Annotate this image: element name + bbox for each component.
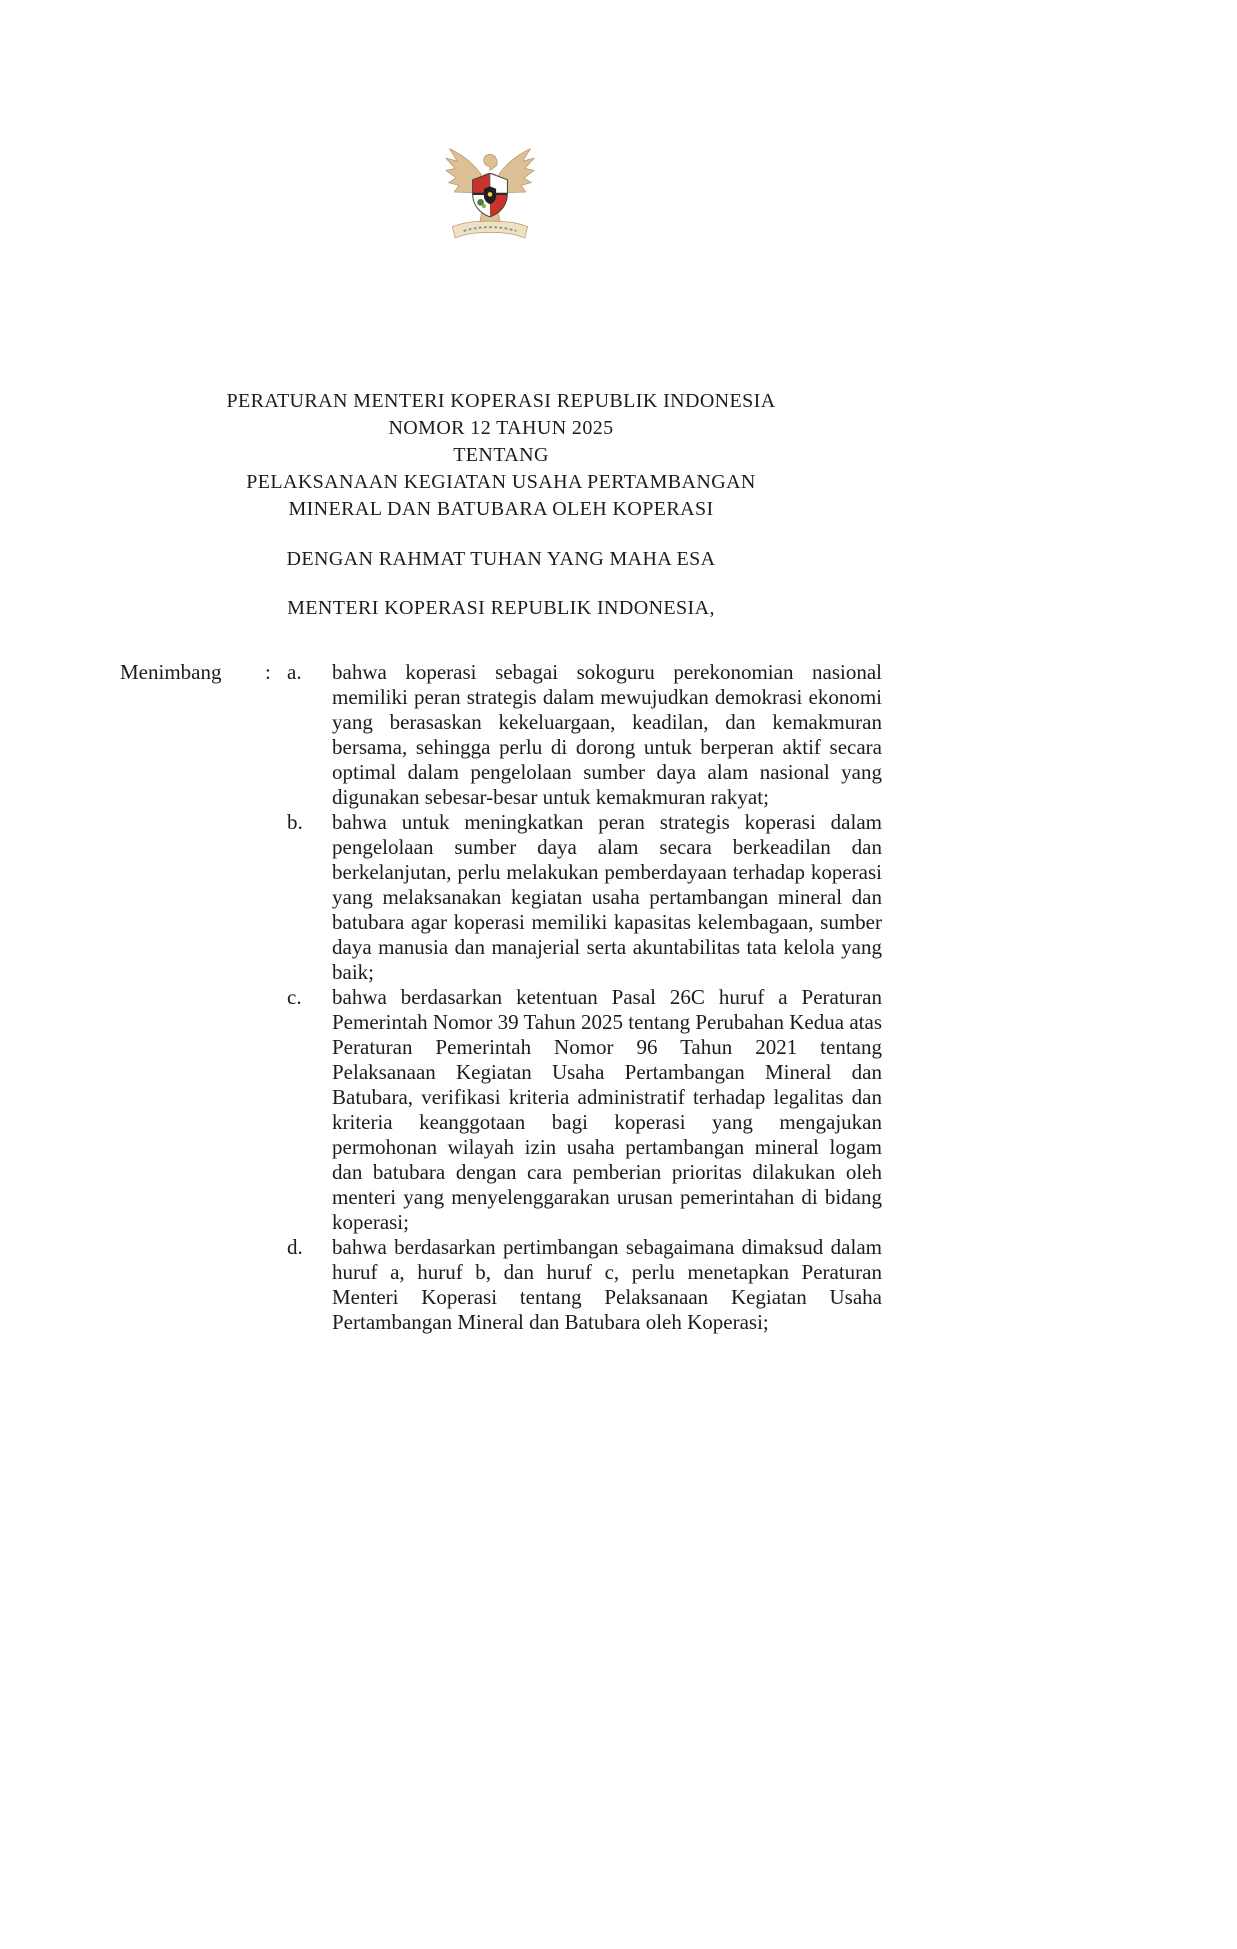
title-line-2: NOMOR 12 TAHUN 2025 xyxy=(388,417,614,439)
title-line-1: PERATURAN MENTERI KOPERASI REPUBLIK INDONESIA xyxy=(226,390,776,412)
considering-item-letter: c. xyxy=(287,985,302,1009)
invocation-line: DENGAN RAHMAT TUHAN YANG MAHA ESA xyxy=(286,548,716,570)
considering-item-letter: a. xyxy=(287,660,302,684)
considering-separator: : xyxy=(265,660,271,684)
considering-item-text: bahwa berdasarkan ketentuan Pasal 26C huruf a Peraturan Pemerintah Nomor 39 Tahun 2025 tentang Perubahan Kedua atas Peraturan Pemerintah Nomor 96 Tahun 2021 tentang Pelaksanaan Kegiatan Usaha Pertambangan Mineral dan Batubara, verifikasi kriteria administratif terhadap legalitas dan kriteria keanggotaan bagi koperasi yang mengajukan permohonan wilayah izin usaha pertambangan mineral logam dan batubara dengan cara pemberian prioritas dilakukan oleh menteri yang menyelenggarakan urusan pemerintahan di bidang koperasi; xyxy=(332,985,882,1234)
considering-item-text: bahwa untuk meningkatkan peran strategis koperasi dalam pengelolaan sumber daya alam secara berkeadilan dan berkelanjutan, perlu melakukan pemberdayaan terhadap koperasi yang melaksanakan kegiatan usaha pertambangan mineral dan batubara agar koperasi memiliki kapasitas kelembagaan, sumber daya manusia dan manajerial serta akuntabilitas tata kelola yang baik; xyxy=(332,810,882,984)
garuda-pancasila-emblem xyxy=(443,138,537,246)
title-line-3: TENTANG xyxy=(453,444,549,466)
authority-line: MENTERI KOPERASI REPUBLIK INDONESIA, xyxy=(287,597,715,619)
title-line-4: PELAKSANAAN KEGIATAN USAHA PERTAMBANGAN xyxy=(246,471,756,493)
considering-section xyxy=(120,660,882,1335)
considering-item-letter: b. xyxy=(287,810,303,834)
document-title xyxy=(120,388,882,523)
title-line-5: MINERAL DAN BATUBARA OLEH KOPERASI xyxy=(288,498,714,520)
considering-item-letter: d. xyxy=(287,1235,303,1259)
considering-label: Menimbang xyxy=(120,660,222,684)
considering-item-text: bahwa koperasi sebagai sokoguru perekonomian nasional memiliki peran strategis dalam mewujudkan demokrasi ekonomi yang berasaskan kekeluargaan, keadilan, dan kemakmuran bersama, sehingga perlu di dorong untuk berperan aktif secara optimal dalam pengelolaan sumber daya alam nasional yang digunakan sebesar-besar untuk kemakmuran rakyat; xyxy=(332,660,882,809)
considering-item xyxy=(120,810,882,985)
considering-item xyxy=(120,660,882,810)
garuda-pancasila-icon xyxy=(443,138,537,246)
document-content xyxy=(120,388,882,1335)
considering-item-text: bahwa berdasarkan pertimbangan sebagaimana dimaksud dalam huruf a, huruf b, dan huruf c, perlu menetapkan Peraturan Menteri Koperasi tentang Pelaksanaan Kegiatan Usaha Pertambangan Mineral dan Batubara oleh Koperasi; xyxy=(332,1235,882,1334)
considering-item xyxy=(120,1235,882,1335)
considering-item xyxy=(120,985,882,1235)
